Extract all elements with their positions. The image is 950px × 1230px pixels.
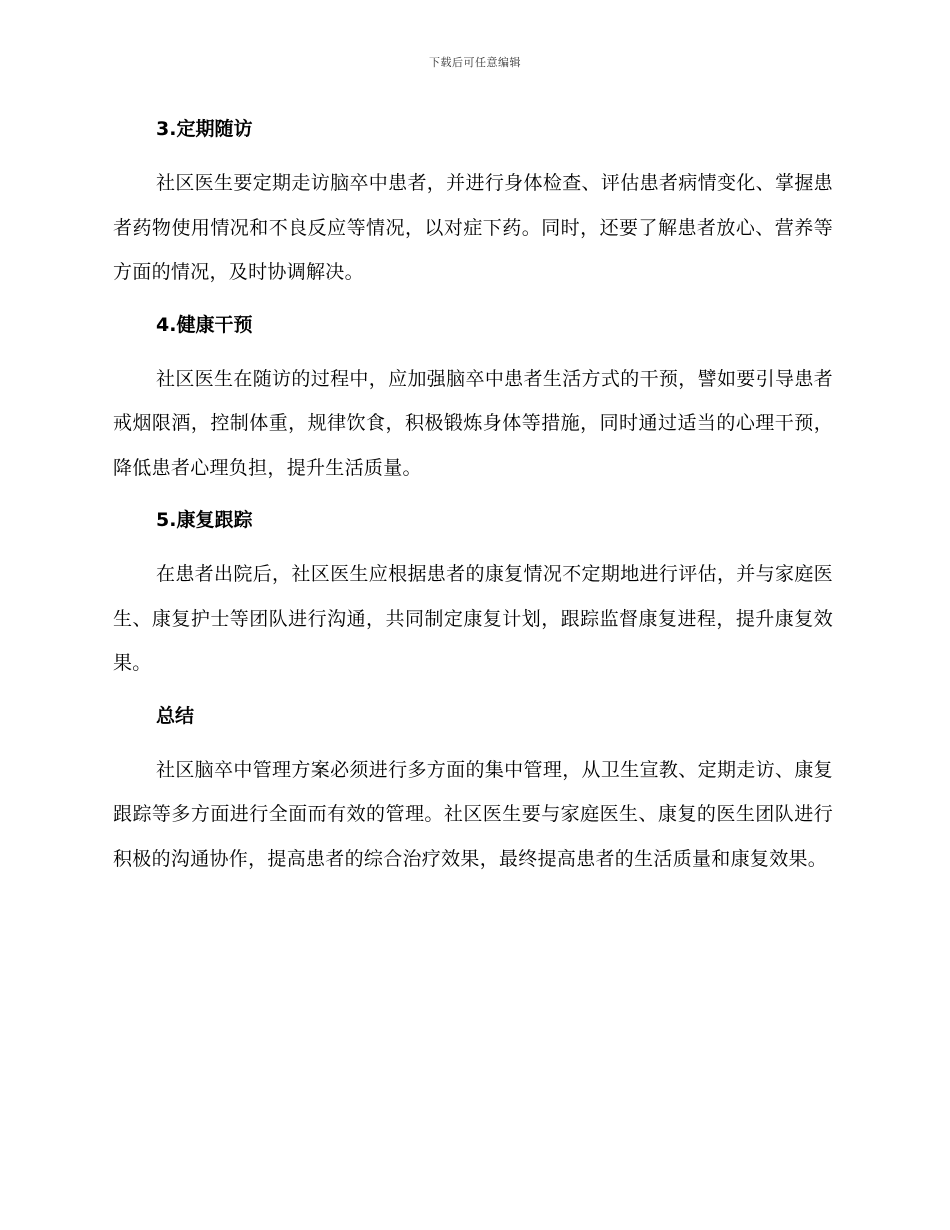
section-paragraph: 社区医生在随访的过程中，应加强脑卒中患者生活方式的干预，譬如要引导患者戒烟限酒，控制体重，规律饮食，积极锻炼身体等措施，同时通过适当的心理干预，降低患者心理负担，提升生活质量。 xyxy=(113,367,833,479)
section-heading: 4.健康干预 xyxy=(156,313,253,336)
page-header-note: 下载后可任意编辑 xyxy=(429,56,521,69)
document-body xyxy=(113,113,833,895)
section-health-intervention xyxy=(113,309,833,491)
section-summary xyxy=(113,700,833,882)
section-heading: 5.康复跟踪 xyxy=(156,509,253,531)
section-regular-followup xyxy=(113,113,833,295)
section-heading: 3.定期随访 xyxy=(156,118,253,140)
section-paragraph: 社区医生要定期走访脑卒中患者，并进行身体检查、评估患者病情变化、掌握患者药物使用情况和不良反应等情况，以对症下药。同时，还要了解患者放心、营养等方面的情况，及时协调解决。 xyxy=(113,172,833,283)
section-heading: 总结 xyxy=(156,704,195,727)
section-paragraph: 社区脑卒中管理方案必须进行多方面的集中管理，从卫生宣教、定期走访、康复跟踪等多方面进行全面而有效的管理。社区医生要与家庭医生、康复的医生团队进行积极的沟通协作，提高患者的综合治疗效果，最终提高患者的生活质量和康复效果。 xyxy=(113,758,833,870)
section-paragraph: 在患者出院后，社区医生应根据患者的康复情况不定期地进行评估，并与家庭医生、康复护士等团队进行沟通，共同制定康复计划，跟踪监督康复进程，提升康复效果。 xyxy=(113,563,833,674)
section-rehab-tracking xyxy=(113,504,833,686)
